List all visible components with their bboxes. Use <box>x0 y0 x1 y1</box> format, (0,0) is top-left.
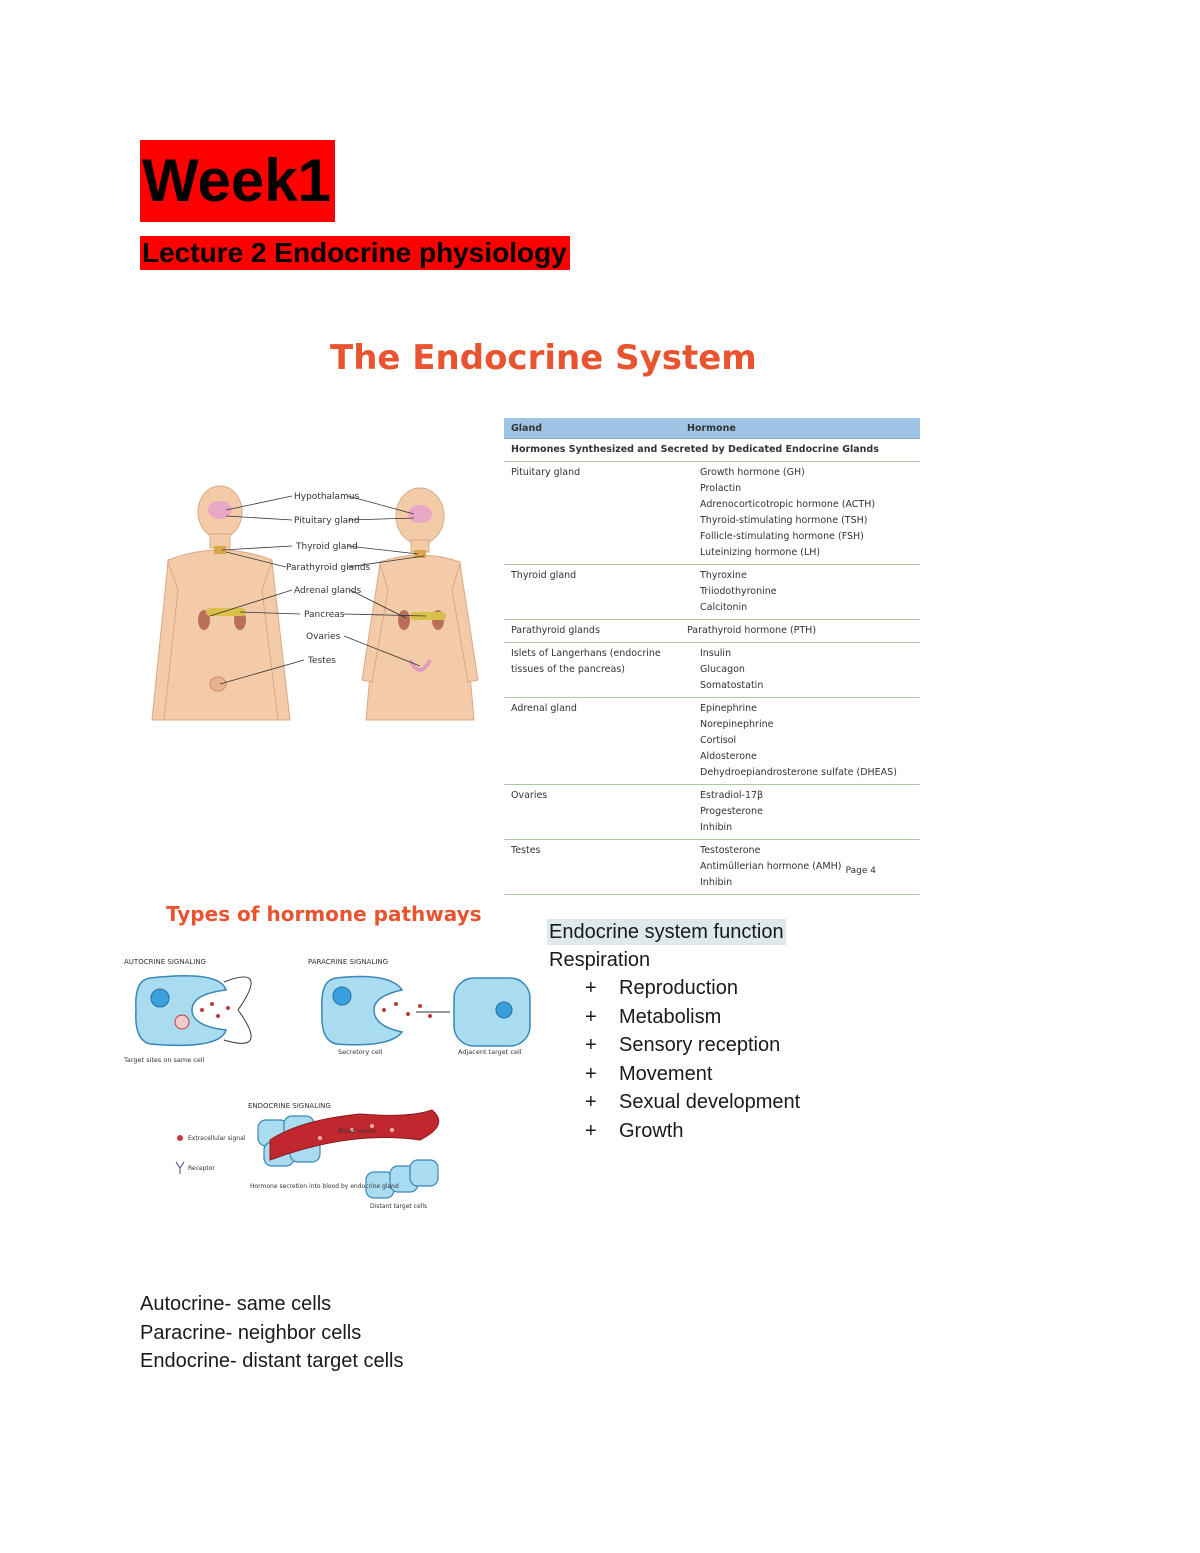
endocrine-label: ENDOCRINE SIGNALING <box>248 1102 331 1110</box>
table-row <box>504 462 920 565</box>
gland-cell: Pituitary gland <box>504 462 680 565</box>
autocrine-cell <box>136 976 251 1046</box>
label-ovaries: Ovaries <box>306 632 341 642</box>
pathways-heading: Types of hormone pathways <box>166 902 482 926</box>
label-pancreas: Pancreas <box>304 610 345 620</box>
hormone-item: Antimüllerian hormone (AMH) <box>700 861 842 872</box>
note-endocrine: Endocrine- distant target cells <box>140 1350 404 1372</box>
gland-cell: Islets of Langerhans (endocrine tissues of the pancreas) <box>504 643 680 698</box>
hormone-item: Glucagon <box>700 664 745 675</box>
distant-cells-caption: Distant target cells <box>370 1203 428 1210</box>
hormone-item: Insulin <box>700 648 732 659</box>
label-adrenal: Adrenal glands <box>294 586 362 596</box>
hormone-item: Testosterone <box>700 845 761 856</box>
function-list-item <box>585 1118 800 1147</box>
paracrine-label: PARACRINE SIGNALING <box>308 958 389 966</box>
note-paracrine: Paracrine- neighbor cells <box>140 1321 362 1344</box>
gland-cell: Testes <box>504 840 680 895</box>
label-parathyroid: Parathyroid glands <box>286 563 371 573</box>
table-header-row <box>504 418 920 439</box>
function-item-label: Sensory reception <box>619 1034 781 1056</box>
function-list-item <box>585 1032 800 1061</box>
blood-vessel-label: Blood vessel <box>338 1128 376 1135</box>
hormone-cell <box>680 698 920 785</box>
plus-bullet-icon: + <box>585 977 597 999</box>
function-list-item <box>585 1061 800 1090</box>
hormone-item: Follicle-stimulating hormone (FSH) <box>700 531 864 542</box>
function-list <box>585 975 800 1146</box>
plus-bullet-icon: + <box>585 1034 597 1056</box>
secretory-cell-caption: Secretory cell <box>338 1048 383 1056</box>
gland-cell: Adrenal gland <box>504 698 680 785</box>
gland-cell: Thyroid gland <box>504 565 680 620</box>
secretion-caption: Hormone secretion into blood by endocrine gland <box>250 1183 399 1190</box>
function-item-label: Growth <box>619 1119 684 1142</box>
hormone-cell <box>680 565 920 620</box>
autocrine-label: AUTOCRINE SIGNALING <box>124 958 206 966</box>
hormone-item: Dehydroepiandrosterone sulfate (DHEAS) <box>700 767 897 778</box>
legend-signal: Extracellular signal <box>188 1135 246 1142</box>
hormone-item: Inhibin <box>700 822 733 833</box>
hormone-item: Prolactin <box>700 483 742 494</box>
table-section-label: Hormones Synthesized and Secreted by Dedicated Endocrine Glands <box>504 439 920 462</box>
plus-bullet-icon: + <box>585 1119 597 1142</box>
hormone-item: Norepinephrine <box>700 719 774 730</box>
table-row <box>504 565 920 620</box>
hormone-cell <box>680 620 920 643</box>
hormone-item: Thyroxine <box>700 570 747 581</box>
function-title: Endocrine system function <box>549 921 784 943</box>
hormone-item: Aldosterone <box>700 751 757 762</box>
hormone-cell <box>680 785 920 840</box>
function-list-item <box>585 1004 800 1033</box>
function-item-label: Movement <box>619 1062 713 1085</box>
function-item-label: Reproduction <box>619 977 738 999</box>
note-autocrine: Autocrine- same cells <box>140 1293 332 1315</box>
table-row <box>504 643 920 698</box>
label-thyroid: Thyroid gland <box>296 542 358 552</box>
pathways-diagram <box>120 950 540 1220</box>
hormone-item: Epinephrine <box>700 703 757 714</box>
table-section-row <box>504 439 920 462</box>
label-testes: Testes <box>308 656 336 666</box>
table-row <box>504 785 920 840</box>
hormone-item: Progesterone <box>700 806 763 817</box>
function-item-label: Metabolism <box>619 1005 722 1028</box>
table-row <box>504 698 920 785</box>
body-diagram <box>148 470 498 730</box>
plus-bullet-icon: + <box>585 1062 597 1085</box>
hormone-item: Parathyroid hormone (PTH) <box>687 625 817 636</box>
document-title: Week1 <box>140 140 335 222</box>
hormone-cell <box>680 462 920 565</box>
table-header-gland: Gland <box>504 418 680 439</box>
hormone-table <box>504 418 920 895</box>
hormone-cell <box>680 643 920 698</box>
label-pituitary: Pituitary gland <box>294 516 360 526</box>
gland-cell: Ovaries <box>504 785 680 840</box>
label-hypothalamus: Hypothalamus <box>294 492 360 502</box>
page-note: Page 4 <box>845 866 876 876</box>
hormone-item: Somatostatin <box>700 680 764 691</box>
table-row <box>504 620 920 643</box>
plus-bullet-icon: + <box>585 1091 597 1113</box>
plus-bullet-icon: + <box>585 1005 597 1028</box>
hormone-item: Cortisol <box>700 735 737 746</box>
function-list-item <box>585 1089 800 1118</box>
gland-cell: Parathyroid glands <box>504 620 680 643</box>
function-list-item <box>585 975 800 1004</box>
pathway-notes <box>140 1290 403 1376</box>
document-subtitle: Lecture 2 Endocrine physiology <box>140 236 570 270</box>
hormone-item: Growth hormone (GH) <box>700 467 805 478</box>
hormone-item: Triiodothyronine <box>700 586 777 597</box>
endocrine-system-heading: The Endocrine System <box>330 338 757 378</box>
function-item-label: Sexual development <box>619 1091 801 1113</box>
hormone-cell <box>680 840 920 895</box>
hormone-item: Luteinizing hormone (LH) <box>700 547 821 558</box>
legend-receptor: Receptor <box>188 1165 215 1172</box>
adjacent-cell-caption: Adjacent target cell <box>458 1048 522 1056</box>
paracrine-cells <box>322 977 530 1047</box>
table-header-hormone: Hormone <box>680 418 920 439</box>
hormone-item: Thyroid-stimulating hormone (TSH) <box>700 515 868 526</box>
hormone-item: Adrenocorticotropic hormone (ACTH) <box>700 499 876 510</box>
function-intro: Respiration <box>549 949 651 971</box>
hormone-item: Inhibin <box>700 877 733 888</box>
autocrine-caption: Target sites on same cell <box>124 1056 205 1064</box>
hormone-item: Estradiol-17β <box>700 790 764 801</box>
hormone-table-wrapper <box>504 418 920 888</box>
hormone-item: Calcitonin <box>700 602 748 613</box>
